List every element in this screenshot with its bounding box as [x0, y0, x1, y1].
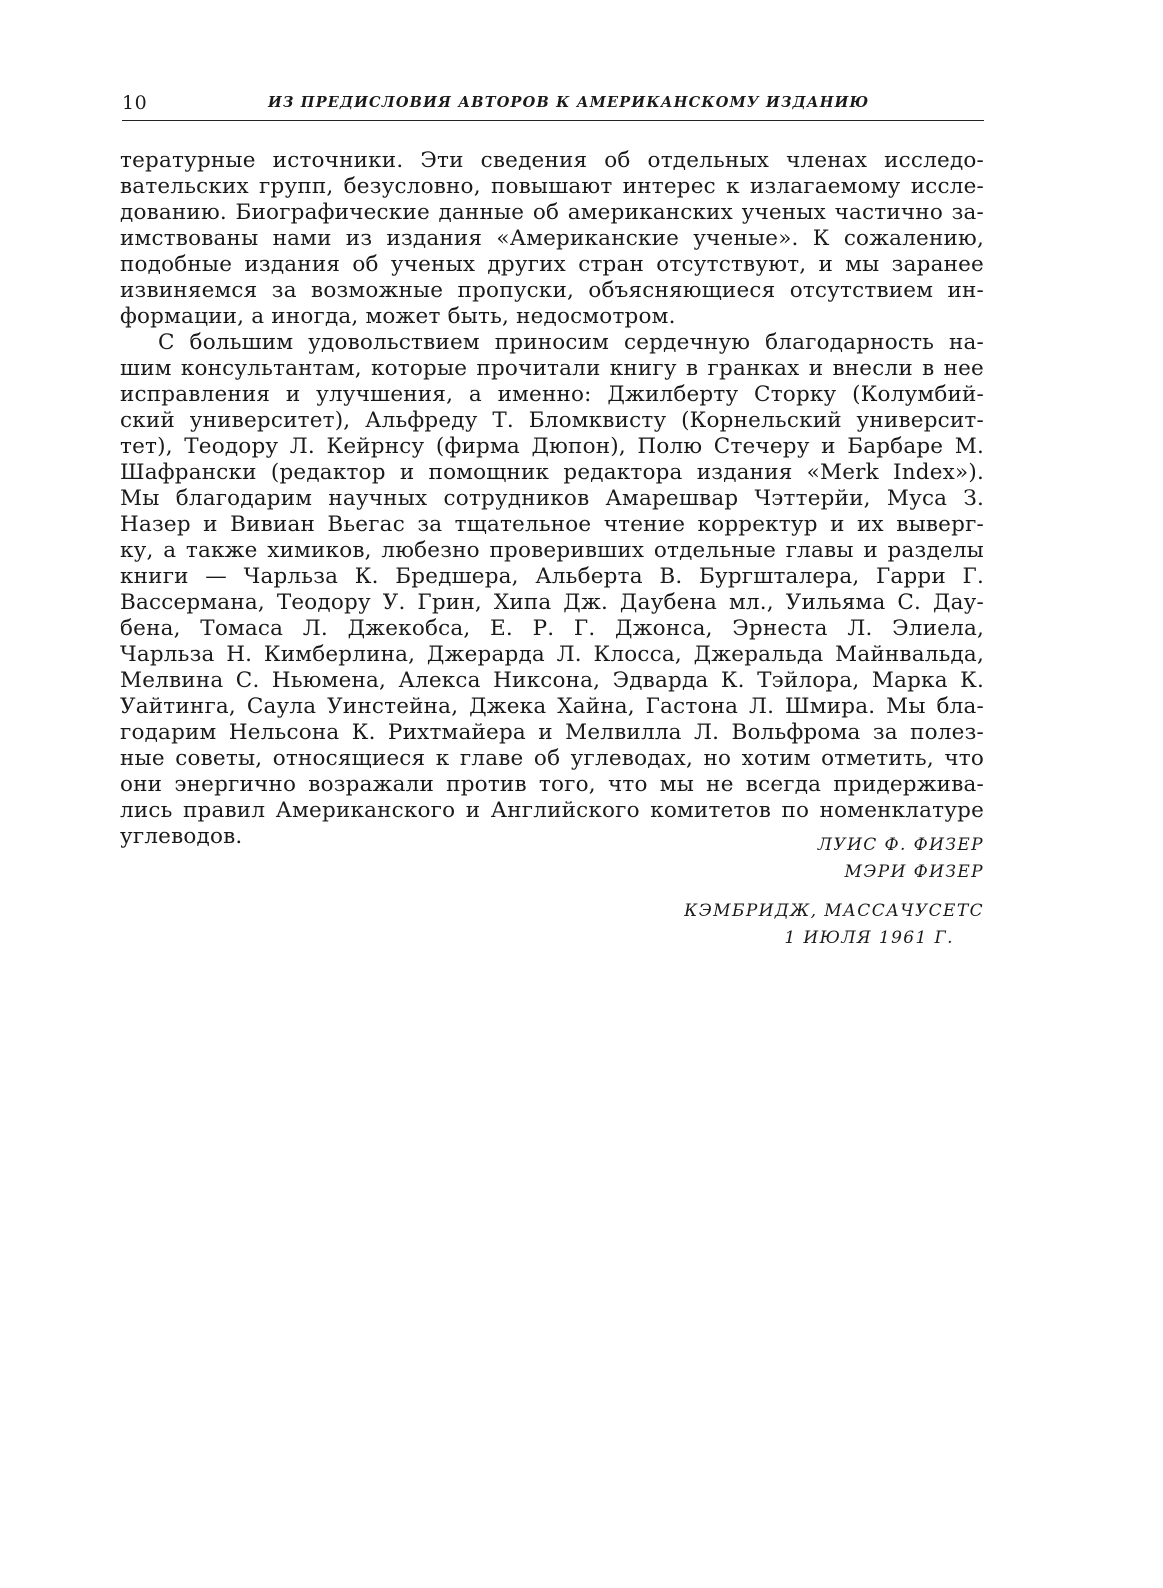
body-text	[120, 148, 984, 850]
paragraph-1	[120, 148, 984, 330]
text-line: бена, Томаса Л. Джекобса, Е. Р. Г. Джонса, Эрнеста Л. Элиела,	[120, 616, 984, 641]
text-line: Назер и Вивиан Вьегас за тщательное чтение корректур и их выверг-	[120, 512, 984, 537]
running-title: ИЗ ПРЕДИСЛОВИЯ АВТОРОВ К АМЕРИКАНСКОМУ ИЗДАНИЮ	[268, 94, 870, 111]
signature-date: 1 ИЮЛЯ 1961 Г.	[784, 928, 954, 948]
author-signature-1: ЛУИС Ф. ФИЗЕР	[817, 835, 984, 855]
text-line: тет), Теодору Л. Кейрнсу (фирма Дюпон), Полю Стечеру и Барбаре М.	[120, 434, 984, 459]
text-line: ные советы, относящиеся к главе об углеводах, но хотим отметить, что	[120, 746, 984, 771]
text-line: ку, а также химиков, любезно проверивших отдельные главы и разделы	[120, 538, 984, 563]
signature-place: КЭМБРИДЖ, МАССАЧУСЕТС	[684, 901, 984, 921]
signature-spacer	[684, 886, 984, 898]
text-line: ский университет), Альфреду Т. Бломквисту (Корнельский университ-	[120, 408, 984, 433]
text-line: формации, а иногда, может быть, недосмотром.	[120, 304, 676, 329]
text-line: исправления и улучшения, а именно: Джилберту Сторку (Колумбий-	[120, 382, 984, 407]
text-line: Уайтинга, Саула Уинстейна, Джека Хайна, Гастона Л. Шмира. Мы бла-	[120, 694, 984, 719]
text-line: дованию. Биографические данные об американских ученых частично за-	[120, 200, 984, 225]
paragraph-2	[120, 330, 984, 850]
text-line: лись правил Американского и Английского комитетов по номенклатуре	[120, 798, 984, 823]
text-line: Мы благодарим научных сотрудников Амарешвар Чэттерйи, Муса З.	[120, 486, 984, 511]
author-signature-2: МЭРИ ФИЗЕР	[844, 862, 984, 882]
text-line: тературные источники. Эти сведения об отдельных членах исследо-	[120, 148, 984, 173]
text-line: извиняемся за возможные пропуски, объясняющиеся отсутствием ин-	[120, 278, 984, 303]
text-line: Шафрански (редактор и помощник редактора издания «Merk Index»).	[120, 460, 984, 485]
text-line: имствованы нами из издания «Американские ученые». К сожалению,	[120, 226, 984, 251]
text-line: углеводов.	[120, 824, 243, 849]
text-line: годарим Нельсона К. Рихтмайера и Мелвилла Л. Вольфрома за полез-	[120, 720, 984, 745]
text-line: Чарльза Н. Кимберлина, Джерарда Л. Клосса, Джеральда Майнвальда,	[120, 642, 984, 667]
page-header	[122, 90, 984, 121]
text-line: Вассермана, Теодору У. Грин, Хипа Дж. Даубена мл., Уильяма С. Дау-	[120, 590, 984, 615]
text-line: шим консультантам, которые прочитали книгу в гранках и внесли в нее	[120, 356, 984, 381]
text-line: они энергично возражали против того, что мы не всегда придержива-	[120, 772, 984, 797]
signature-block	[684, 832, 984, 952]
text-line: С большим удовольствием приносим сердечную благодарность на-	[158, 330, 984, 355]
text-line: подобные издания об ученых других стран отсутствуют, и мы заранее	[120, 252, 984, 277]
page-number: 10	[122, 92, 148, 114]
text-line: Мелвина С. Ньюмена, Алекса Никсона, Эдварда К. Тэйлора, Марка К.	[120, 668, 984, 693]
text-line: книги — Чарльза К. Бредшера, Альберта В. Бургшталера, Гарри Г.	[120, 564, 984, 589]
text-line: вательских групп, безусловно, повышают интерес к излагаемому иссле-	[120, 174, 984, 199]
